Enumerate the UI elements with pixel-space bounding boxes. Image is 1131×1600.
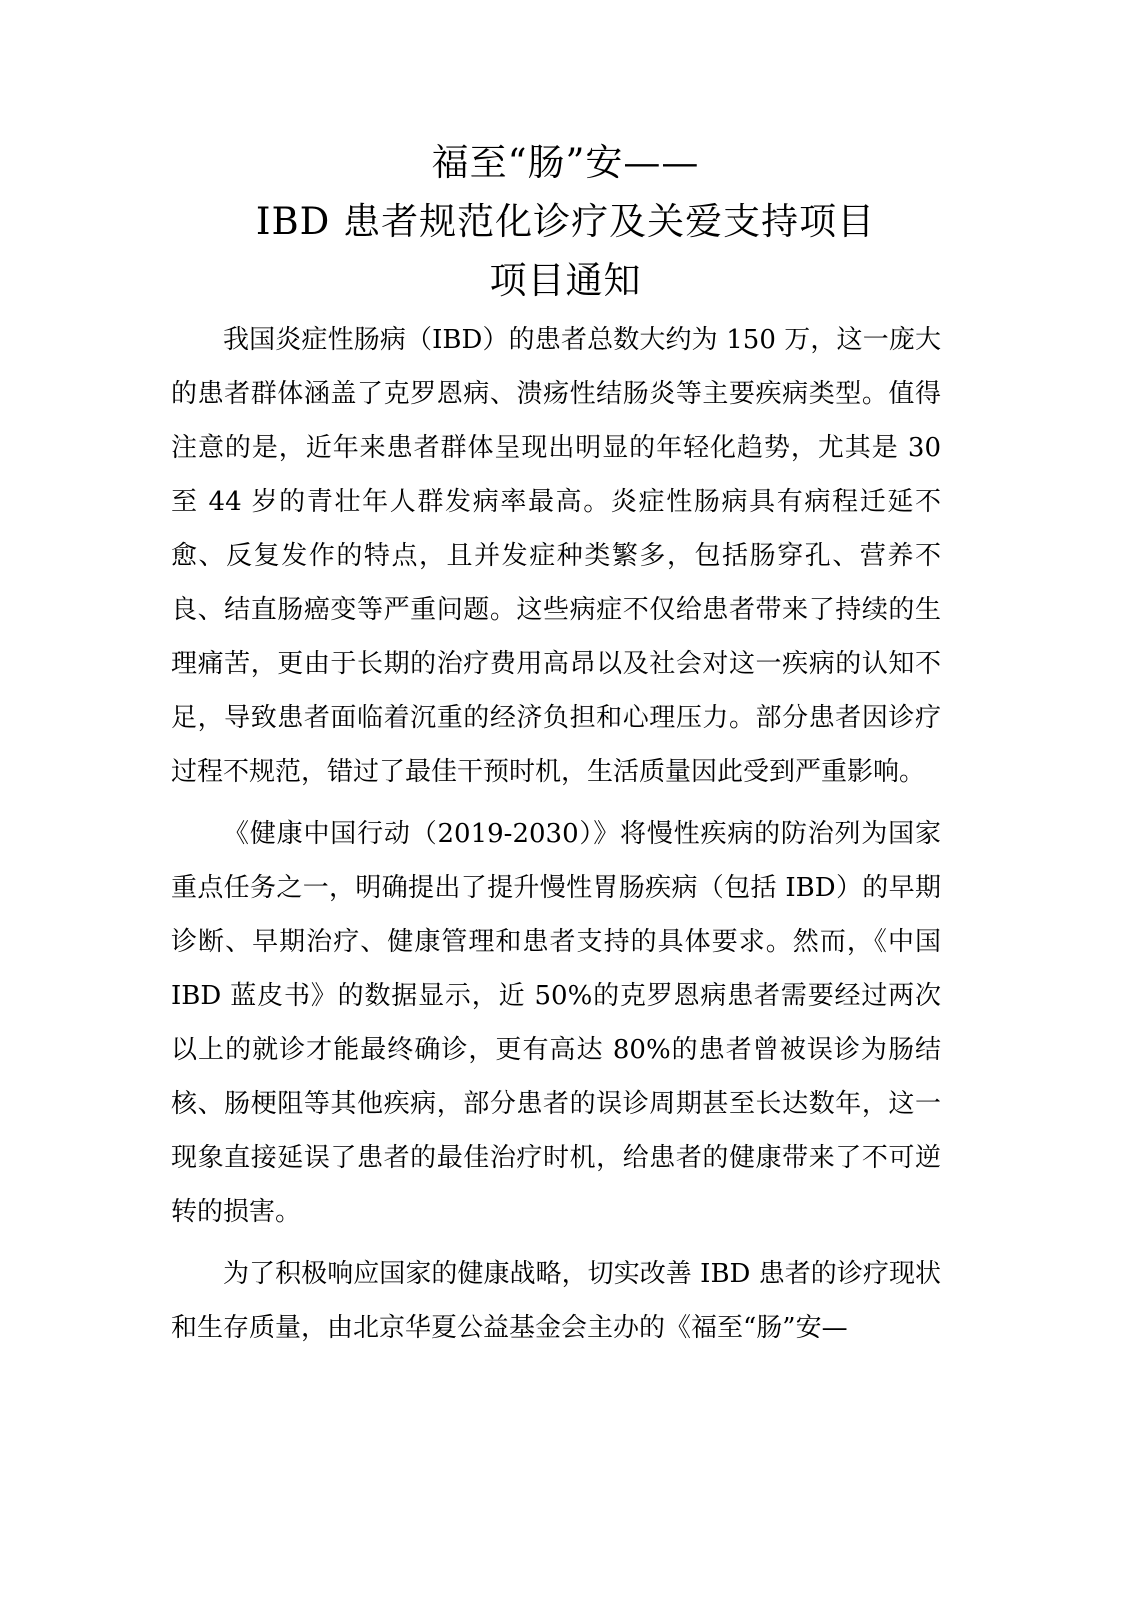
paragraph-2: 《健康中国行动（2019-2030）》将慢性疾病的防治列为国家重点任务之一，明确提出了提升慢性胃肠疾病（包括 IBD）的早期诊断、早期治疗、健康管理和患者支持的具体要求。然而，《中国 IBD 蓝皮书》的数据显示，近 50%的克罗恩病患者需要经过两次以上的就诊才能最终确诊，更有高达 80%的患者曾被误诊为肠结核、肠梗阻等其他疾病，部分患者的误诊周期甚至长达数年，这一现象直接延误了患者的最佳治疗时机，给患者的健康带来了不可逆转的损害。 [171, 819, 941, 1227]
title-line-1: 福至“肠”安—— [431, 141, 700, 184]
paragraph-1: 我国炎症性肠病（IBD）的患者总数大约为 150 万，这一庞大的患者群体涵盖了克罗恩病、溃疡性结肠炎等主要疾病类型。值得注意的是，近年来患者群体呈现出明显的年轻化趋势，尤其是 30 至 44 岁的青壮年人群发病率最高。炎症性肠病具有病程迁延不愈、反复发作的特点，且并发症种类繁多，包括肠穿孔、营养不良、结直肠癌变等严重问题。这些病症不仅给患者带来了持续的生理痛苦，更由于长期的治疗费用高昂以及社会对这一疾病的认知不足，导致患者面临着沉重的经济负担和心理压力。部分患者因诊疗过程不规范，错过了最佳干预时机，生活质量因此受到严重影响。 [171, 325, 941, 787]
title-line-3: 项目通知 [489, 259, 642, 302]
document-title [150, 133, 981, 310]
paragraph-3: 为了积极响应国家的健康战略，切实改善 IBD 患者的诊疗现状和生存质量，由北京华夏公益基金会主办的《福至“肠”安— [171, 1259, 941, 1343]
title-line-2: IBD 患者规范化诊疗及关爱支持项目 [255, 200, 876, 243]
document-body [171, 313, 941, 1355]
